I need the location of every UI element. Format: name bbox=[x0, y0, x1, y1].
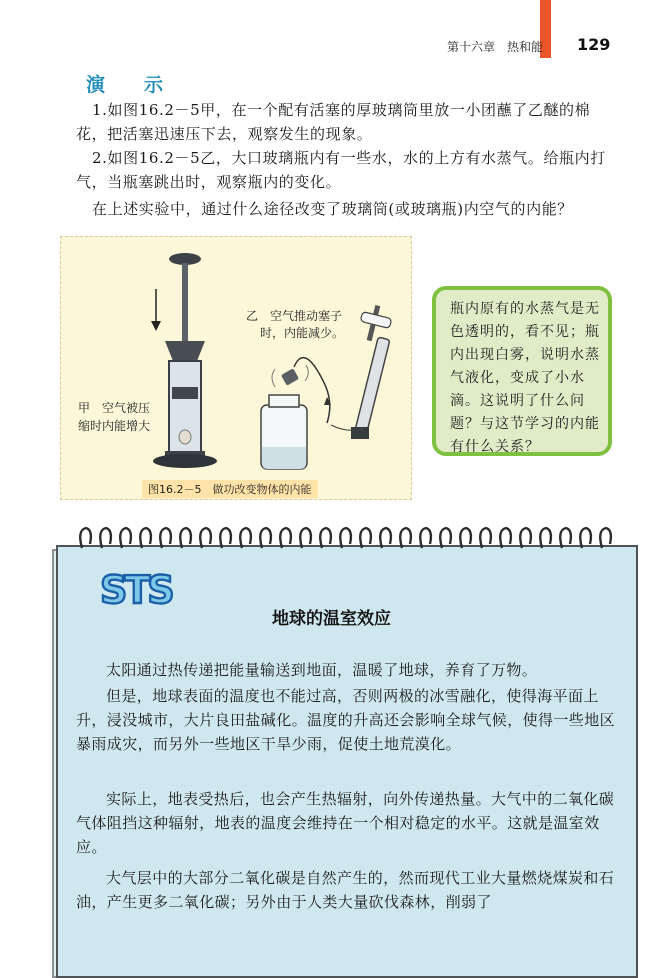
demo-item-2: 2.如图16.2－5乙，大口玻璃瓶内有一些水，水的上方有水蒸气。给瓶内打气，当瓶塞跳出时，观察瓶内的变化。 bbox=[76, 149, 606, 191]
side-note-text: 瓶内原有的水蒸气是无色透明的，看不见；瓶内出现白雾，说明水蒸气液化，变成了小水滴。这说明了什么问题？与这节学习的内能有什么关系？ bbox=[450, 301, 600, 455]
binding-ring bbox=[540, 528, 551, 548]
binding-ring bbox=[380, 528, 391, 548]
binding-ring bbox=[340, 528, 351, 548]
binding-ring bbox=[300, 528, 311, 548]
label-yi-line2: 时，内能减少。 bbox=[260, 326, 345, 340]
binding-ring bbox=[280, 528, 291, 548]
binding-ring bbox=[480, 528, 491, 548]
sts-article-title: 地球的温室效应 bbox=[272, 609, 391, 629]
figure-caption: 图16.2－5 做功改变物体的内能 bbox=[142, 480, 318, 498]
demo-item-1: 1.如图16.2－5甲，在一个配有活塞的厚玻璃筒里放一小团蘸了乙醚的棉花，把活塞迅速压下去，观察发生的现象。 bbox=[76, 101, 591, 143]
binding-ring bbox=[140, 528, 151, 548]
sts-paragraph-4: 大气层中的大部分二氧化碳是自然产生的，然而现代工业大量燃烧煤炭和石油，产生更多二氧化碳；另外由于人类大量砍伐森林，削弱了 bbox=[76, 869, 615, 911]
binding-ring bbox=[260, 528, 271, 548]
demo-question: 在上述实验中，通过什么途径改变了玻璃筒(或玻璃瓶)内空气的内能？ bbox=[92, 200, 573, 218]
binding-ring bbox=[180, 528, 191, 548]
sts-paragraph-3: 实际上，地表受热后，也会产生热辐射，向外传递热量。大气中的二氧化碳气体阻挡这种辐射，地表的温度会维持在一个相对稳定的水平。这就是温室效应。 bbox=[76, 790, 615, 856]
binding-ring bbox=[560, 528, 571, 548]
binding-ring bbox=[580, 528, 591, 548]
binding-ring bbox=[420, 528, 431, 548]
label-jia-line2: 缩时内能增大 bbox=[78, 419, 151, 433]
experiment-illustration bbox=[61, 237, 413, 501]
binding-ring bbox=[460, 528, 471, 548]
binding-ring bbox=[200, 528, 211, 548]
label-jia-line1: 甲 空气被压 bbox=[78, 401, 151, 415]
figure-panel bbox=[60, 236, 412, 500]
piston-cylinder-apparatus bbox=[153, 253, 217, 468]
binding-ring bbox=[520, 528, 531, 548]
label-yi-line1: 乙 空气推动塞子 bbox=[246, 309, 343, 323]
chapter-title: 第十六章 热和能 bbox=[447, 40, 544, 54]
binding-ring bbox=[100, 528, 111, 548]
demo-heading: 演 示 bbox=[86, 74, 174, 96]
page-number: 129 bbox=[577, 35, 611, 54]
binding-ring bbox=[600, 528, 611, 548]
side-note-box bbox=[432, 286, 612, 456]
binding-ring bbox=[120, 528, 131, 548]
binding-ring bbox=[320, 528, 331, 548]
binding-ring bbox=[400, 528, 411, 548]
binding-ring bbox=[160, 528, 171, 548]
binding-ring bbox=[360, 528, 371, 548]
sts-paragraph-2: 但是，地球表面的温度也不能过高，否则两极的冰雪融化，使得海平面上升，浸没城市，大片良田盐碱化。温度的升高还会影响全球气候，使得一些地区暴雨成灾，而另外一些地区干旱少雨，促使土地荒漠化。 bbox=[76, 687, 616, 753]
binding-ring bbox=[240, 528, 251, 548]
binding-ring bbox=[500, 528, 511, 548]
binding-ring bbox=[80, 528, 91, 548]
sts-paragraph-1: 太阳通过热传递把能量输送到地面，温暖了地球，养育了万物。 bbox=[106, 661, 538, 679]
binding-ring bbox=[220, 528, 231, 548]
sts-logo bbox=[96, 565, 206, 617]
down-arrow-icon bbox=[151, 289, 161, 331]
sts-logo-text: STS bbox=[100, 568, 172, 612]
spiral-binding bbox=[76, 520, 616, 560]
binding-ring bbox=[440, 528, 451, 548]
